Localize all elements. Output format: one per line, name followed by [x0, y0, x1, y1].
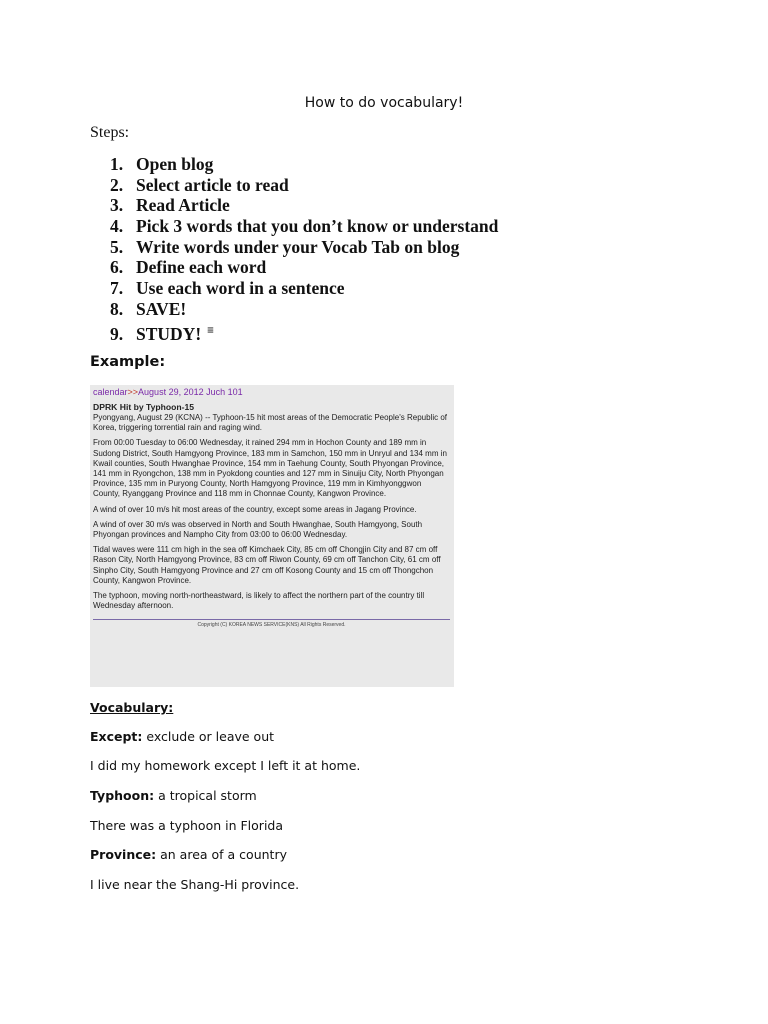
vocab-sentence: There was a typhoon in Florida [90, 818, 284, 833]
article-paragraph: Tidal waves were 111 cm high in the sea off Kimchaek City, 85 cm off Chongjin City and 87 cm off Rason City, North Hamgyong Province, 83 cm off Riwon County, 69 cm off Tanchon City, 61 cm off Sinpho City, South Hamgyong Province and 27 cm off Kosong County and 15 cm off Thongchon County, Kangwon Province. [93, 545, 441, 585]
calendar-date[interactable]: August 29, 2012 Juch 101 [138, 387, 243, 397]
step-item: 8. SAVE! [110, 298, 187, 319]
step-item: 2. Select article to read [110, 174, 289, 195]
step-item: 9. STUDY! ≡ [110, 322, 214, 344]
step-item: 5. Write words under your Vocab Tab on blog [110, 236, 460, 257]
article-screenshot [90, 385, 454, 687]
step-item: 4. Pick 3 words that you don’t know or understand [110, 216, 499, 237]
article-paragraph: A wind of over 30 m/s was observed in North and South Hwanghae, South Hamgyong, South Phyongan provinces and Nampho City from 03:00 to 06:00 Wednesday. [93, 519, 423, 540]
vocab-word: Except: [90, 729, 143, 744]
step-item: 1. Open blog [110, 154, 214, 174]
article-paragraph: Pyongyang, August 29 (KCNA) -- Typhoon-15 hit most areas of the Democratic People's Republic of Korea, triggering torrential rain and raging wind. [93, 413, 448, 433]
article-paragraph: A wind of over 10 m/s hit most areas of the country, except some areas in Jagang Province. [93, 504, 417, 514]
vocab-definition: an area of a country [156, 847, 287, 862]
vocab-sentence: I did my homework except I left it at home. [90, 758, 361, 773]
article-calendar: calendar>>August 29, 2012 Juch 101 [93, 387, 243, 397]
vocab-definition-line [90, 788, 257, 803]
vocab-definition: exclude or leave out [142, 729, 275, 744]
step-item: 7. Use each word in a sentence [110, 278, 345, 299]
article-paragraph: From 00:00 Tuesday to 06:00 Wednesday, it rained 294 mm in Hochon County and 189 mm in Sudong District, South Hamgyong Province, 183 mm in Samchon, 150 mm in Unryul and 134 mm in Kwail counties, South Hwanghae Province, 154 mm in Taehung County, South Phyongan Province, 141 mm in Ryongchon, 138 mm in Pyokdong counties and 127 mm in Sinuiju City, North Phyongan Province, 135 mm in Puryong County, North Hamgyong Province, 119 mm in Kimhyonggwon County, Ryanggang Province and 118 mm in Chonnae County, Kangwon Province. [93, 438, 447, 499]
article-headline: DPRK Hit by Typhoon-15 [93, 402, 195, 412]
vocab-word: Typhoon: [90, 788, 155, 803]
vocab-definition-line [90, 847, 287, 862]
article-paragraph: The typhoon, moving north-northeastward, is likely to affect the northern part of the country till Wednesday afternoon. [93, 591, 425, 611]
calendar-link[interactable]: calendar [93, 387, 128, 397]
vocab-definition: a tropical storm [154, 788, 257, 803]
vocab-definition-line [90, 729, 274, 744]
article-copyright: Copyright (C) KOREA NEWS SERVICE(KNS) All Rights Reserved. [197, 622, 346, 629]
article-divider [93, 619, 450, 620]
example-label: Example: [90, 354, 166, 370]
vocabulary-label: Vocabulary: [90, 700, 174, 715]
vocab-word: Province: [90, 847, 157, 862]
page-title: How to do vocabulary! [304, 95, 464, 111]
steps-label: Steps: [90, 124, 130, 141]
vocab-sentence: I live near the Shang-Hi province. [90, 877, 300, 892]
steps-list [110, 154, 499, 344]
smiley-icon: ≡ [207, 322, 214, 337]
step-item: 6. Define each word [110, 257, 267, 278]
step-item: 3. Read Article [110, 195, 230, 216]
